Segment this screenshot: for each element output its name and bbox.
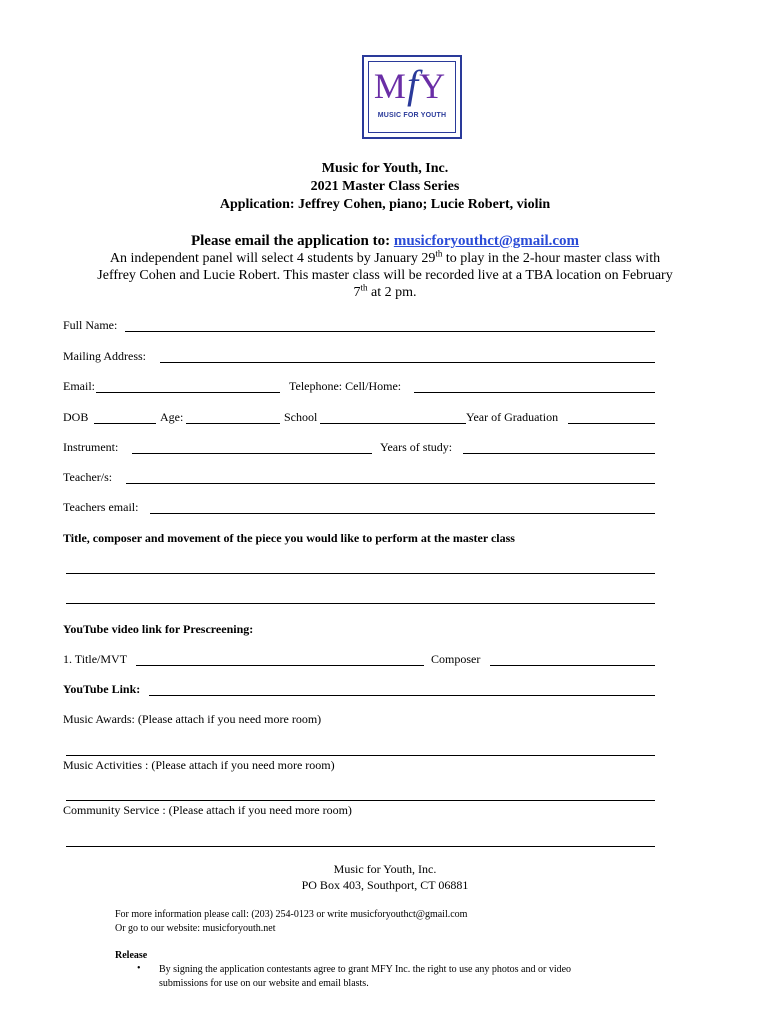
youtube-heading: YouTube video link for Prescreening:	[63, 622, 254, 636]
instrument-field[interactable]	[132, 453, 372, 454]
application-email-link[interactable]: musicforyouthct@gmail.com	[393, 233, 580, 249]
music-awards-label: Music Awards: (Please attach if you need more room)	[63, 712, 322, 726]
intro-sup-2: th	[360, 282, 368, 293]
dob-field[interactable]	[94, 423, 156, 424]
release-bullet: •	[137, 963, 141, 974]
composer-label: Composer	[431, 652, 481, 666]
teachers-email-field[interactable]	[150, 513, 655, 514]
music-activities-field[interactable]	[66, 800, 655, 801]
piece-line-2[interactable]	[66, 603, 655, 604]
dob-label: DOB	[63, 410, 89, 424]
teachers-field[interactable]	[126, 483, 655, 484]
years-of-study-label: Years of study:	[380, 440, 453, 454]
youtube-link-field[interactable]	[149, 695, 655, 696]
email-label: Email:	[63, 379, 95, 393]
logo-letters	[370, 62, 450, 107]
footer-website-line: Or go to our website: musicforyouth.net	[115, 923, 276, 934]
teachers-label: Teacher/s:	[63, 470, 113, 484]
release-text-1: By signing the application contestants agree to grant MFY Inc. the right to use any photos and or video	[159, 964, 572, 975]
mailing-address-field[interactable]	[160, 362, 655, 363]
release-heading: Release	[115, 950, 148, 961]
email-prompt	[0, 233, 770, 250]
age-field[interactable]	[186, 423, 280, 424]
composer-field[interactable]	[490, 665, 655, 666]
telephone-label: Telephone: Cell/Home:	[289, 379, 402, 393]
intro-line-1b: to play in the 2-hour master class with	[442, 251, 661, 266]
title-mvt-label: 1. Title/MVT	[63, 652, 128, 666]
email-prompt-label: Please email the application to:	[190, 233, 394, 249]
footer-address: PO Box 403, Southport, CT 06881	[301, 878, 469, 892]
logo-f: f	[406, 62, 420, 107]
school-label: School	[284, 410, 318, 424]
mailing-address-label: Mailing Address:	[63, 349, 146, 363]
footer-info-line: For more information please call: (203) 254-0123 or write musicforyouthct@gmail.com	[115, 909, 468, 920]
intro-line-1	[0, 248, 770, 267]
intro-line-3b: at 2 pm.	[367, 285, 417, 300]
community-service-label: Community Service : (Please attach if you need more room)	[63, 803, 352, 817]
full-name-field[interactable]	[125, 331, 655, 332]
community-service-field[interactable]	[66, 846, 655, 847]
music-awards-field[interactable]	[66, 755, 655, 756]
full-name-label: Full Name:	[63, 318, 118, 332]
logo-m: M	[373, 66, 407, 106]
release-text-2: submissions for use on our website and email blasts.	[159, 978, 369, 989]
logo-y: Y	[419, 66, 447, 106]
intro-line-2: Jeffrey Cohen and Lucie Robert. This master class will be recorded live at a TBA location on February	[97, 268, 673, 283]
age-label: Age:	[160, 410, 184, 424]
intro-sup-1: th	[435, 248, 443, 259]
intro-line-3a: 7	[353, 285, 361, 300]
youtube-link-label: YouTube Link:	[63, 682, 141, 696]
music-activities-label: Music Activities : (Please attach if you need more room)	[63, 758, 335, 772]
logo-subtitle: MUSIC FOR YOUTH	[377, 112, 447, 119]
year-of-graduation-label: Year of Graduation	[466, 410, 559, 424]
header-series: 2021 Master Class Series	[310, 179, 460, 194]
years-of-study-field[interactable]	[463, 453, 655, 454]
instrument-label: Instrument:	[63, 440, 119, 454]
year-of-graduation-field[interactable]	[568, 423, 655, 424]
piece-heading: Title, composer and movement of the piece you would like to perform at the master class	[63, 531, 515, 545]
title-mvt-field[interactable]	[136, 665, 424, 666]
header-application: Application: Jeffrey Cohen, piano; Lucie Robert, violin	[219, 197, 551, 212]
teachers-email-label: Teachers email:	[63, 500, 139, 514]
piece-line-1[interactable]	[66, 573, 655, 574]
header-org: Music for Youth, Inc.	[321, 161, 449, 176]
mfy-logo	[362, 55, 462, 139]
email-field[interactable]	[96, 392, 280, 393]
intro-line-3	[0, 282, 770, 301]
footer-org: Music for Youth, Inc.	[333, 862, 437, 876]
intro-line-1a: An independent panel will select 4 students by January 29	[109, 251, 436, 266]
school-field[interactable]	[320, 423, 466, 424]
telephone-field[interactable]	[414, 392, 655, 393]
